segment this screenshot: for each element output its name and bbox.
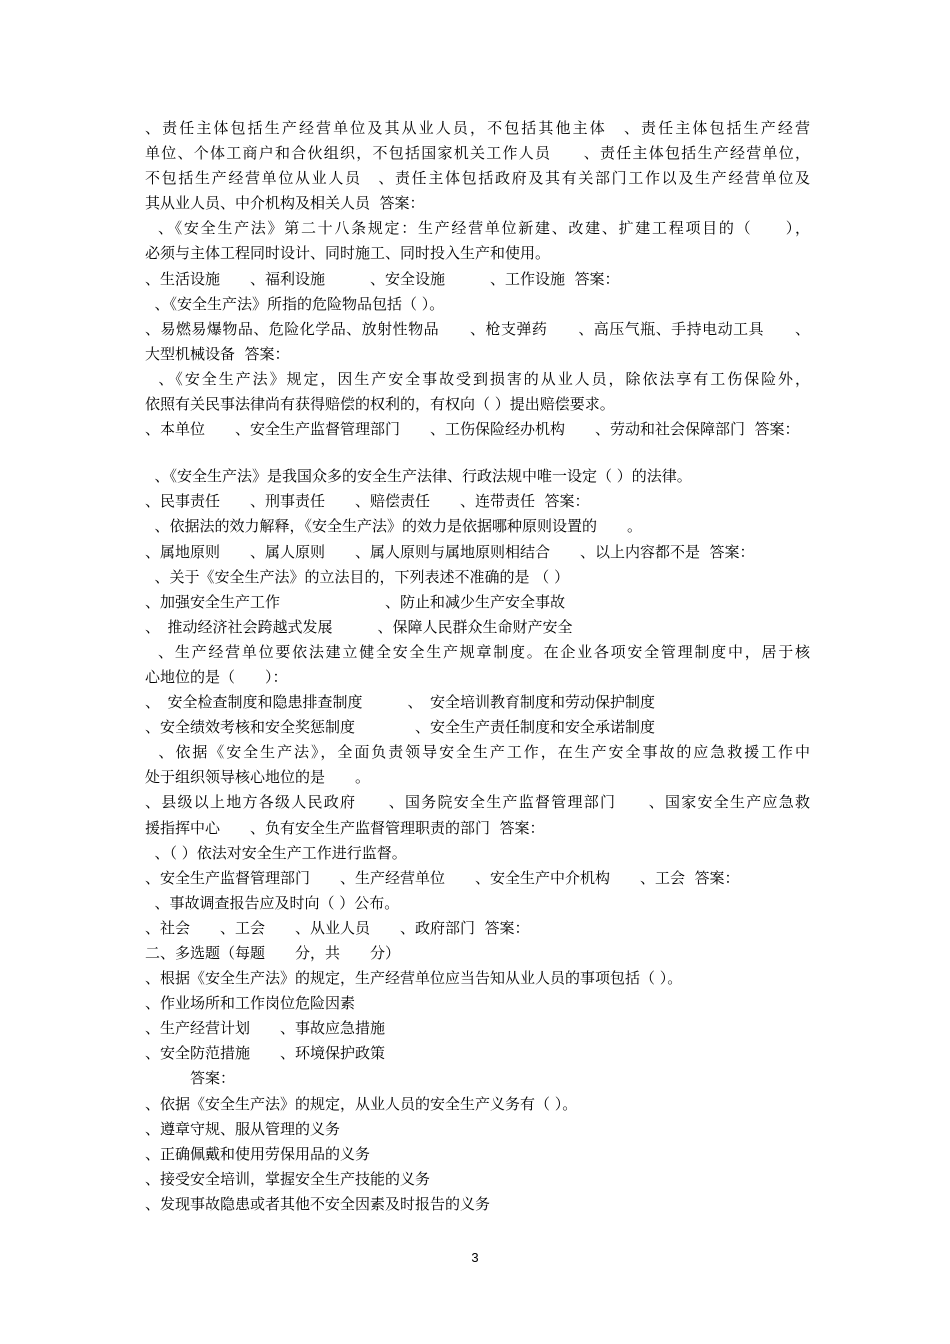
text-line: 、依据法的效力解释，《安全生产法》的效力是依据哪种原则设置的 。 — [145, 517, 643, 536]
text-line: 依照有关民事法律尚有获得赔偿的权利的，有权向（ ）提出赔偿要求。 — [145, 395, 615, 414]
text-line: 、安全生产监督管理部门 、生产经营单位 、安全生产中介机构 、工会 答案： — [145, 868, 740, 887]
text-line: 、生产经营计划 、事故应急措施 — [145, 1019, 386, 1038]
text-line: 单位、个体工商户和合伙组织，不包括国家机关工作人员 、责任主体包括生产经营单位， — [145, 144, 810, 163]
text-line: 其从业人员、中介机构及相关人员 答案： — [145, 194, 425, 213]
text-line: 、接受安全培训，掌握安全生产技能的义务 — [145, 1169, 431, 1188]
text-line: 、《安全生产法》所指的危险物品包括（ ）。 — [145, 294, 445, 313]
text-line: 处于组织领导核心地位的是 。 — [145, 768, 371, 787]
text-line: 、《安全生产法》规定，因生产安全事故受到损害的从业人员，除依法享有工伤保险外， — [145, 369, 810, 388]
text-line: 、事故调查报告应及时向（ ）公布。 — [145, 893, 400, 912]
text-line: 、依据《安全生产法》，全面负责领导安全生产工作，在生产安全事故的应急救援工作中 — [145, 743, 810, 762]
text-line: 、生产经营单位要依法建立健全安全生产规章制度。在企业各项安全管理制度中，居于核 — [145, 642, 810, 661]
text-line: 、根据《安全生产法》的规定，生产经营单位应当告知从业人员的事项包括（ ）。 — [145, 969, 683, 988]
text-line: 、 推动经济社会跨越式发展 、保障人民群众生命财产安全 — [145, 617, 573, 636]
text-line — [145, 442, 810, 464]
text-line: 必须与主体工程同时设计、同时施工、同时投入生产和使用。 — [145, 244, 551, 263]
text-line: 大型机械设备 答案： — [145, 344, 290, 363]
text-line: 、责任主体包括生产经营单位及其从业人员，不包括其他主体 、责任主体包括生产经营 — [145, 119, 810, 137]
text-line: 、遵章守规、服从管理的义务 — [145, 1119, 341, 1138]
text-line: 、《安全生产法》第二十八条规定：生产经营单位新建、改建、扩建工程项目的（ ）， — [145, 219, 810, 238]
text-line: 不包括生产经营单位从业人员 、责任主体包括政府及其有关部门工作以及生产经营单位及 — [145, 169, 810, 188]
text-line: 、安全绩效考核和安全奖惩制度 、安全生产责任制度和安全承诺制度 — [145, 718, 656, 737]
text-line: 、关于《安全生产法》的立法目的，下列表述不准确的是 （ ） — [145, 567, 570, 586]
text-line: 援指挥中心 、负有安全生产监督管理职责的部门 答案： — [145, 818, 545, 837]
text-line: 、本单位 、安全生产监督管理部门 、工伤保险经办机构 、劳动和社会保障部门 答案： — [145, 420, 800, 439]
text-line: 、属地原则 、属人原则 、属人原则与属地原则相结合 、以上内容都不是 答案： — [145, 542, 755, 561]
text-line: 、发现事故隐患或者其他不安全因素及时报告的义务 — [145, 1194, 491, 1213]
text-line: 二、多选题（每题 分，共 分） — [145, 944, 401, 962]
text-line: 、依据《安全生产法》的规定，从业人员的安全生产义务有（ ）。 — [145, 1094, 578, 1113]
page-number: 3 — [471, 1250, 479, 1265]
text-line: 、 安全检查制度和隐患排查制度 、 安全培训教育制度和劳动保护制度 — [145, 693, 656, 712]
document-body — [145, 116, 810, 1217]
text-line: 、正确佩戴和使用劳保用品的义务 — [145, 1144, 371, 1163]
text-line: 答案： — [145, 1069, 236, 1088]
text-line: 、民事责任 、刑事责任 、赔偿责任 、连带责任 答案： — [145, 492, 590, 511]
text-line: 、生活设施 、福利设施 、安全设施 、工作设施 答案： — [145, 269, 620, 288]
text-line: 、（ ）依法对安全生产工作进行监督。 — [145, 843, 407, 862]
text-line: 心地位的是（ ）： — [145, 667, 288, 686]
text-line: 、县级以上地方各级人民政府 、国务院安全生产监督管理部门 、国家安全生产应急救 — [145, 793, 810, 812]
text-line: 、社会 、工会 、从业人员 、政府部门 答案： — [145, 918, 530, 937]
text-line: 、安全防范措施 、环境保护政策 — [145, 1044, 386, 1063]
text-line: 、加强安全生产工作 、防止和减少生产安全事故 — [145, 592, 566, 611]
text-line: 、作业场所和工作岗位危险因素 — [145, 994, 356, 1013]
text-line: 、《安全生产法》是我国众多的安全生产法律、行政法规中唯一设定（ ）的法律。 — [145, 467, 692, 486]
text-line: 、易燃易爆物品、危险化学品、放射性物品 、枪支弹药 、高压气瓶、手持电动工具 、 — [145, 319, 810, 338]
